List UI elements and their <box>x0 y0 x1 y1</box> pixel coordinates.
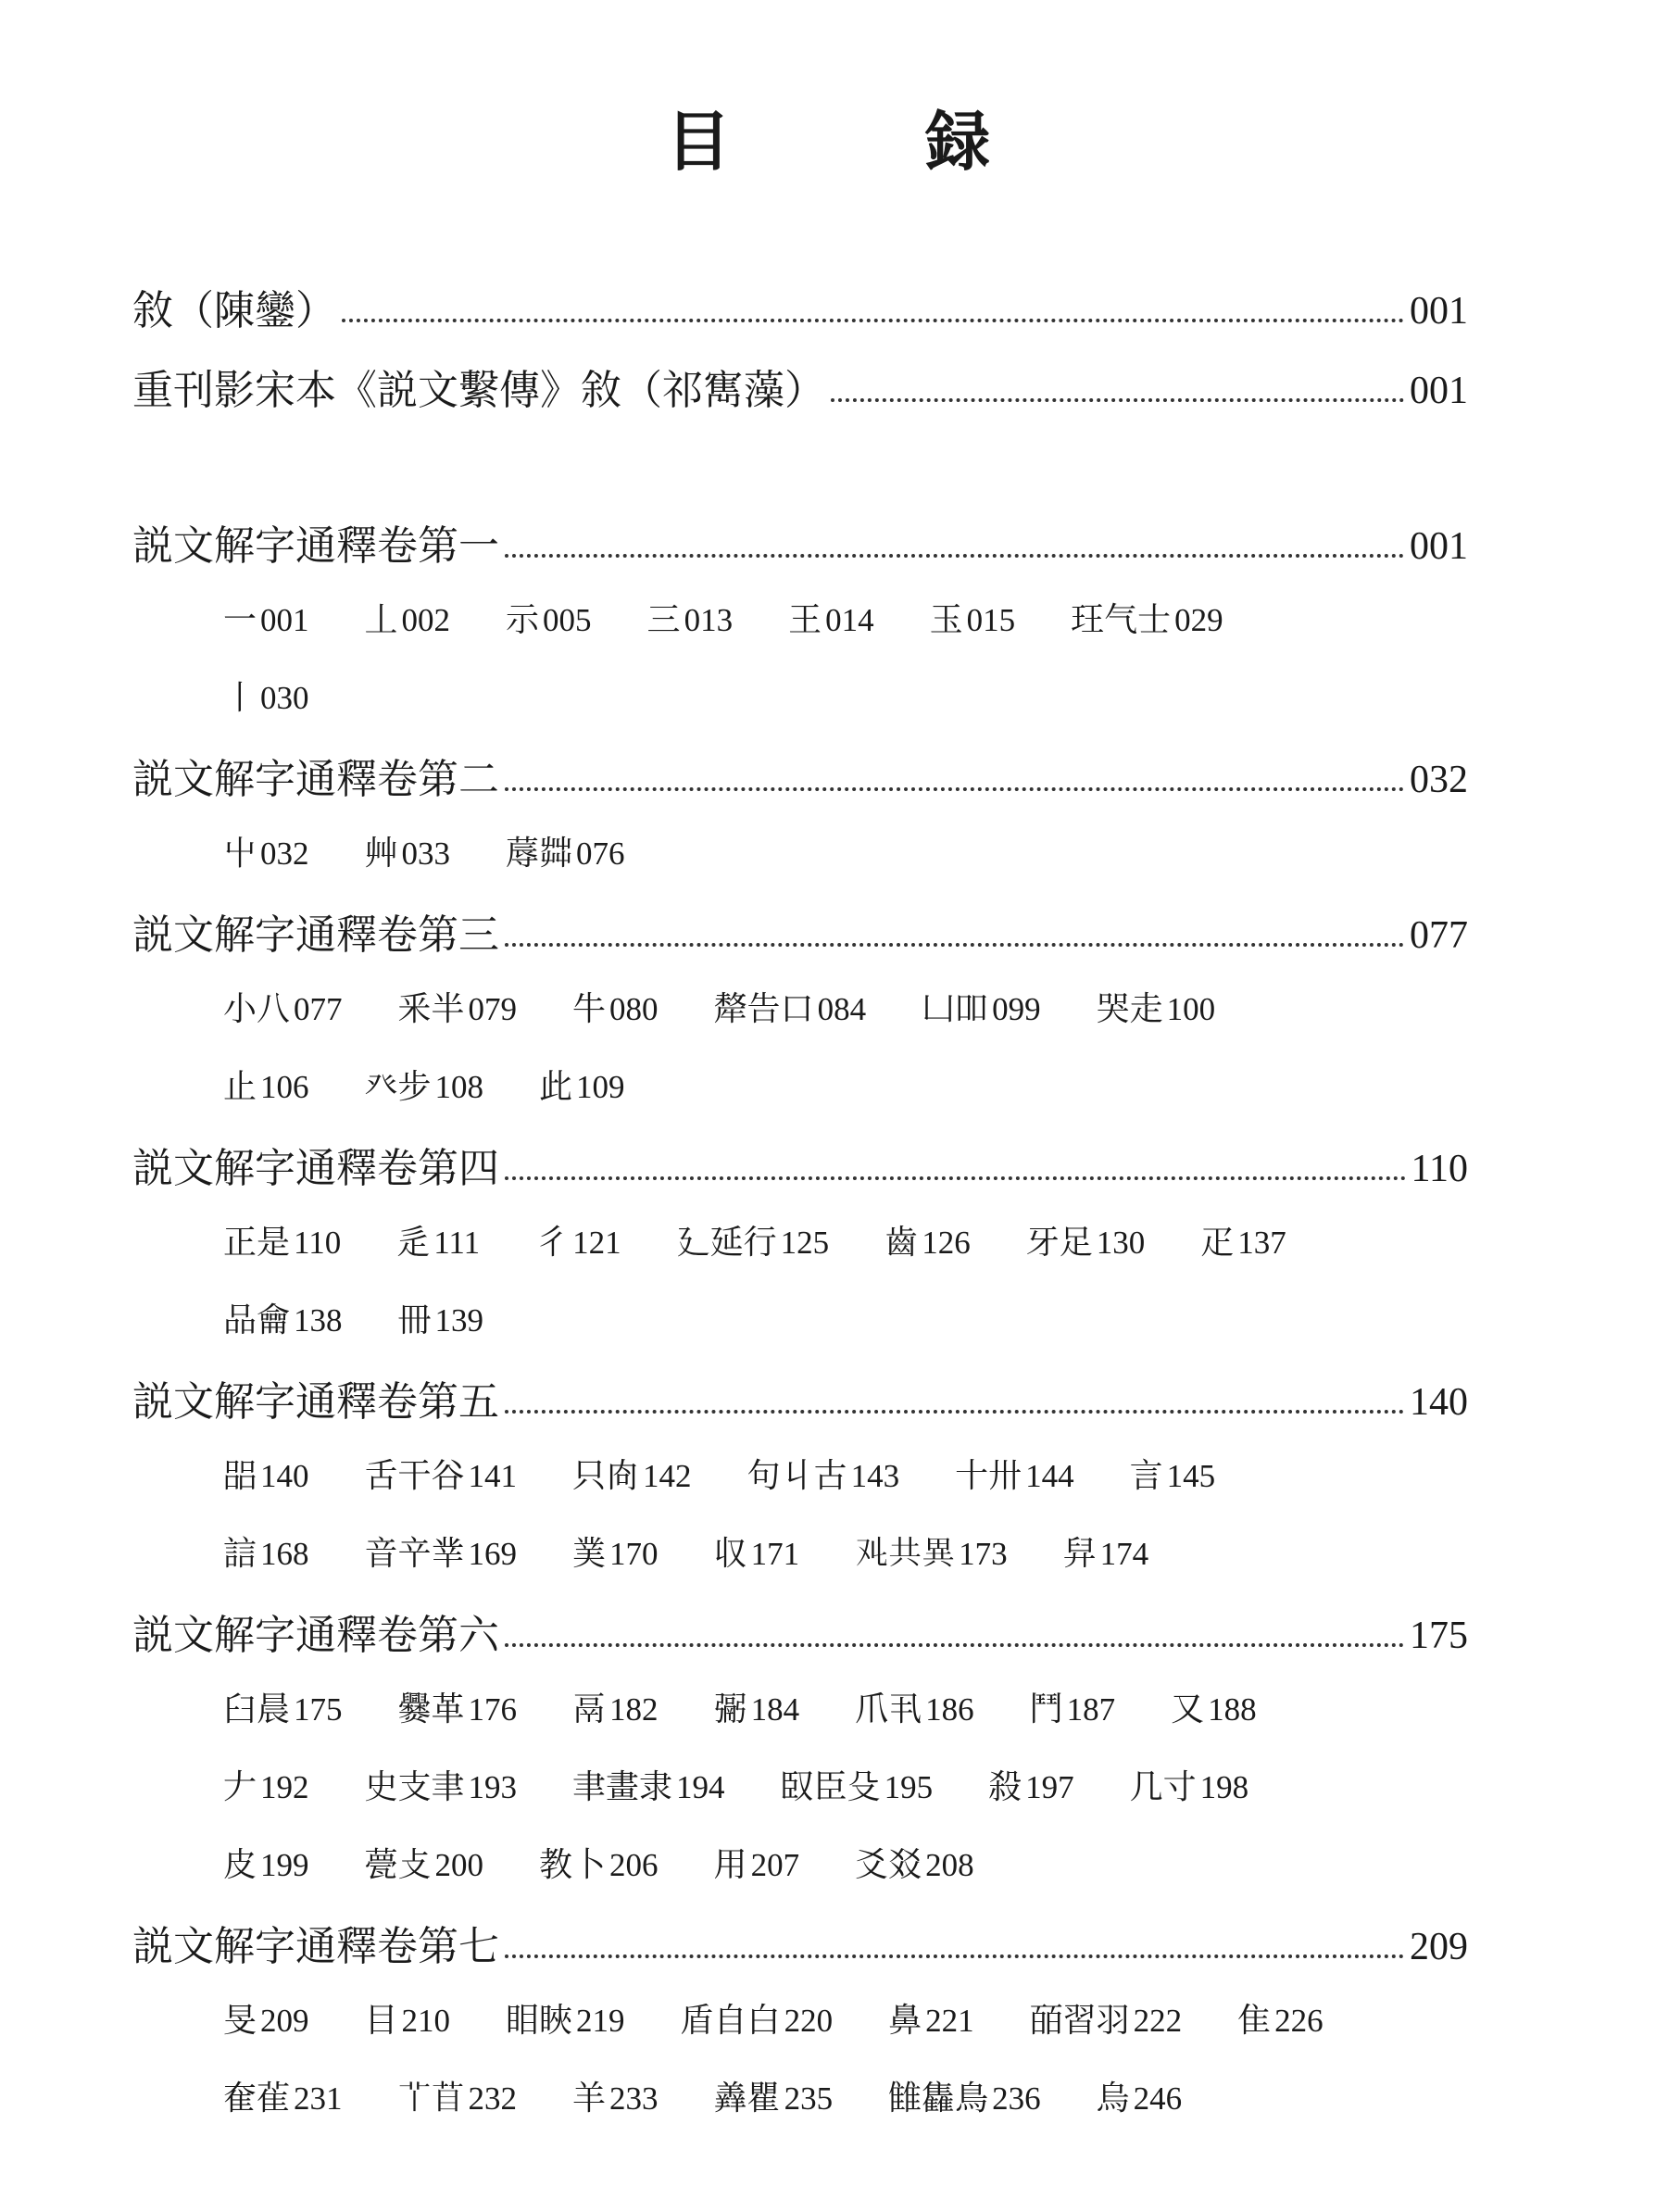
radical-entry[interactable] <box>714 1838 800 1893</box>
radical-row <box>223 1527 1427 1582</box>
toc-entry-preface-chen[interactable] <box>132 274 1468 339</box>
radical-page: 005 <box>543 602 592 638</box>
radical-page: 173 <box>959 1536 1008 1572</box>
radical-entry[interactable] <box>714 2071 834 2127</box>
volume-label: 説文解字通釋卷第二 <box>132 756 499 803</box>
radical-chars: 几寸 <box>1129 1768 1197 1806</box>
radical-page: 182 <box>609 1691 659 1728</box>
toc-entry-preface-qi[interactable] <box>132 354 1468 419</box>
radical-chars: 癶步 <box>364 1068 432 1106</box>
radical-entry[interactable] <box>223 593 309 648</box>
radical-page: 221 <box>925 2003 974 2039</box>
toc-entry-label: 重刊影宋本《説文繫傳》敘（祁寯藻） <box>132 367 825 414</box>
radical-chars: 臼晨 <box>223 1690 291 1728</box>
toc-entry-volume-2[interactable] <box>132 743 1468 808</box>
radical-entry[interactable] <box>1097 2071 1183 2127</box>
volume-page: 001 <box>1410 525 1468 568</box>
toc-entry-label: 敘（陳鑾） <box>132 287 336 334</box>
radical-entry[interactable] <box>223 826 309 882</box>
radical-row <box>223 593 1427 648</box>
radical-row <box>223 1060 1427 1115</box>
radical-row <box>223 1760 1427 1816</box>
radical-page: 140 <box>260 1458 309 1494</box>
radical-entry[interactable] <box>988 1760 1074 1816</box>
radical-entry[interactable] <box>223 1682 343 1738</box>
radical-page: 169 <box>468 1536 518 1572</box>
radical-page: 121 <box>572 1225 621 1261</box>
radical-chars: 誩 <box>223 1535 257 1573</box>
toc-entry-volume-1[interactable] <box>132 509 1468 574</box>
radical-page: 138 <box>294 1302 343 1339</box>
radical-page: 014 <box>825 602 874 638</box>
radical-entry[interactable] <box>223 1215 341 1271</box>
radical-page: 226 <box>1274 2003 1324 2039</box>
radical-entry[interactable] <box>747 1449 900 1504</box>
radical-entry[interactable] <box>506 1993 625 2049</box>
radical-chars: 玉 <box>929 601 963 639</box>
radical-row <box>223 1838 1427 1893</box>
radical-page: 013 <box>684 602 734 638</box>
radical-chars: 鬲 <box>572 1690 607 1728</box>
radical-page: 108 <box>434 1069 484 1105</box>
radical-chars: 哭走 <box>1096 990 1163 1028</box>
radical-page: 206 <box>609 1847 659 1883</box>
radical-page: 100 <box>1166 991 1216 1027</box>
radical-entry[interactable] <box>365 826 451 882</box>
radical-page: 209 <box>260 2003 309 2039</box>
radical-chars: 此 <box>539 1068 573 1106</box>
radical-chars: 辵 <box>396 1224 431 1262</box>
radical-chars: 彳 <box>535 1224 570 1262</box>
volume-page: 110 <box>1411 1148 1468 1190</box>
radical-entry[interactable] <box>223 1760 309 1816</box>
radical-entry[interactable] <box>365 1760 518 1816</box>
toc-entry-volume-7[interactable] <box>132 1910 1468 1975</box>
dot-leader <box>505 1953 1404 1958</box>
radical-entry[interactable] <box>888 1993 974 2049</box>
dot-leader <box>505 786 1404 791</box>
radical-entry[interactable] <box>572 1449 692 1504</box>
radical-chars: 殺 <box>988 1768 1022 1806</box>
radical-page: 033 <box>401 836 451 872</box>
radical-page: 145 <box>1166 1458 1216 1494</box>
radical-entry[interactable] <box>535 1215 621 1271</box>
radical-page: 184 <box>750 1691 800 1728</box>
radical-page: 126 <box>922 1225 971 1261</box>
radical-entry[interactable] <box>677 1215 830 1271</box>
radical-page: 210 <box>401 2003 451 2039</box>
radical-chars: 牛 <box>572 990 607 1028</box>
radical-entry[interactable] <box>855 1527 1008 1582</box>
toc-entry-volume-3[interactable] <box>132 899 1468 963</box>
radical-chars: 玨气士 <box>1071 601 1172 639</box>
radical-chars: 丨 <box>223 679 257 717</box>
radical-entry[interactable] <box>681 1993 834 2049</box>
radical-page: 084 <box>817 991 867 1027</box>
radical-chars: 爪丮 <box>855 1690 922 1728</box>
radical-entry[interactable] <box>1130 1449 1216 1504</box>
volume-page: 140 <box>1410 1381 1468 1424</box>
toc-entry-page: 001 <box>1410 370 1468 412</box>
radical-page: 079 <box>468 991 518 1027</box>
radical-chars: 目 <box>364 2002 398 2040</box>
radical-entry[interactable] <box>396 1215 480 1271</box>
radical-page: 233 <box>609 2080 659 2117</box>
radical-page: 186 <box>925 1691 974 1728</box>
radical-chars: 収 <box>713 1535 747 1573</box>
radical-entry[interactable] <box>955 1449 1074 1504</box>
radical-chars: 屮 <box>223 835 257 873</box>
radical-chars: 甍攴 <box>364 1846 432 1884</box>
volume-label: 説文解字通釋卷第四 <box>132 1145 499 1192</box>
radical-chars: 𠂇 <box>223 1768 257 1806</box>
volume-page: 209 <box>1410 1926 1468 1968</box>
radical-entry[interactable] <box>1130 1760 1249 1816</box>
radical-page: 130 <box>1096 1225 1146 1261</box>
radical-chars: 臤臣殳 <box>780 1768 881 1806</box>
radical-entry[interactable] <box>1071 593 1223 648</box>
radical-chars: 鼻 <box>888 2002 922 2040</box>
radical-chars: 皕習羽 <box>1029 2002 1130 2040</box>
radical-page: 142 <box>643 1458 692 1494</box>
radical-entry[interactable] <box>539 1060 625 1115</box>
radical-entry[interactable] <box>1030 1993 1183 2049</box>
radical-page: 076 <box>576 836 625 872</box>
dot-leader <box>505 1641 1404 1647</box>
radical-chars: 䀠䀹 <box>506 2002 573 2040</box>
radical-entry[interactable] <box>714 1527 800 1582</box>
radical-page: 197 <box>1025 1769 1074 1805</box>
radical-chars: 一 <box>223 601 257 639</box>
radical-page: 194 <box>676 1769 725 1805</box>
dot-leader <box>831 396 1404 402</box>
radical-page: 175 <box>294 1691 343 1728</box>
radical-chars: 䰜 <box>713 1690 747 1728</box>
radical-page: 200 <box>434 1847 484 1883</box>
radical-page: 187 <box>1066 1691 1116 1728</box>
radical-page: 080 <box>609 991 659 1027</box>
radical-entry[interactable] <box>223 982 343 1037</box>
radical-entry[interactable] <box>223 1293 343 1349</box>
radical-page: 220 <box>784 2003 834 2039</box>
radical-chars: 盾自白 <box>680 2002 781 2040</box>
radical-chars: 音䇂丵 <box>364 1535 465 1573</box>
radical-entry[interactable] <box>922 982 1041 1037</box>
radical-page: 231 <box>294 2080 343 2117</box>
radical-page: 219 <box>576 2003 625 2039</box>
radical-chars: 史支聿 <box>364 1768 465 1806</box>
radical-page: 137 <box>1237 1225 1286 1261</box>
radical-chars: 丄 <box>364 601 398 639</box>
radical-entry[interactable] <box>930 593 1016 648</box>
radical-page: 168 <box>260 1536 309 1572</box>
radical-entry[interactable] <box>223 1449 309 1504</box>
radical-entry[interactable] <box>572 1527 659 1582</box>
radical-page: 174 <box>1099 1536 1149 1572</box>
volume-label: 説文解字通釋卷第一 <box>132 522 499 570</box>
volume-page: 175 <box>1410 1615 1468 1657</box>
radical-row <box>223 1993 1427 2049</box>
radical-entry[interactable] <box>1200 1215 1286 1271</box>
radical-row <box>223 2071 1427 2127</box>
radical-page: 002 <box>401 602 451 638</box>
radical-chars: 犛告口 <box>713 990 814 1028</box>
radical-page: 207 <box>750 1847 800 1883</box>
radical-chars: 皮 <box>223 1846 257 1884</box>
radical-chars: 言 <box>1129 1457 1163 1495</box>
dot-leader <box>505 1175 1406 1180</box>
radical-page: 029 <box>1174 602 1223 638</box>
volume-page: 032 <box>1410 759 1468 801</box>
radical-page: 199 <box>260 1847 309 1883</box>
radical-chars: 齒 <box>884 1224 919 1262</box>
radical-entry[interactable] <box>788 593 874 648</box>
radical-chars: 示 <box>506 601 540 639</box>
radical-row <box>223 1682 1427 1738</box>
radical-entry[interactable] <box>223 1060 309 1115</box>
radical-chars: 疋 <box>1200 1224 1235 1262</box>
radical-entry[interactable] <box>398 1682 518 1738</box>
radical-entry[interactable] <box>506 593 592 648</box>
radical-page: 171 <box>750 1536 800 1572</box>
radical-chars: 又 <box>1171 1690 1205 1728</box>
radical-entry[interactable] <box>714 982 867 1037</box>
radical-page: 099 <box>992 991 1041 1027</box>
radical-chars: 品龠 <box>223 1301 291 1339</box>
toc-entry-volume-6[interactable] <box>132 1599 1468 1664</box>
radical-page: 141 <box>468 1458 518 1494</box>
radical-entry[interactable] <box>223 1838 309 1893</box>
radical-entry[interactable] <box>781 1760 934 1816</box>
radical-chars: 𠬜共異 <box>855 1535 956 1573</box>
radical-chars: 爨革 <box>397 1690 465 1728</box>
radical-entry[interactable] <box>884 1215 971 1271</box>
radical-chars: 羊 <box>572 2080 607 2118</box>
radical-chars: 教卜 <box>539 1846 607 1884</box>
radical-page: 192 <box>260 1769 309 1805</box>
radical-page: 232 <box>468 2080 518 2117</box>
radical-page: 198 <box>1199 1769 1249 1805</box>
radical-chars: 小八 <box>223 990 291 1028</box>
radical-entry[interactable] <box>855 1838 974 1893</box>
radical-entry[interactable] <box>223 2071 343 2127</box>
radical-chars: 舁 <box>1062 1535 1097 1573</box>
radical-page: 109 <box>576 1069 625 1105</box>
radical-page: 176 <box>468 1691 518 1728</box>
volume-label: 説文解字通釋卷第三 <box>132 911 499 959</box>
radical-entry[interactable] <box>888 2071 1041 2127</box>
radical-chars: 奞雈 <box>223 2080 291 2118</box>
radical-row <box>223 1215 1427 1271</box>
radical-chars: 舌干谷 <box>364 1457 465 1495</box>
radical-chars: 用 <box>713 1846 747 1884</box>
radical-chars: 釆半 <box>397 990 465 1028</box>
radical-entry[interactable] <box>365 1527 518 1582</box>
radical-entry[interactable] <box>572 982 659 1037</box>
radical-page: 125 <box>780 1225 830 1261</box>
radical-entry[interactable] <box>572 1682 659 1738</box>
radical-chars: 蓐茻 <box>506 835 573 873</box>
volume-label: 説文解字通釋卷第五 <box>132 1378 499 1426</box>
radical-chars: 艸 <box>364 835 398 873</box>
radical-entry[interactable] <box>365 1993 451 2049</box>
radical-entry[interactable] <box>365 1060 484 1115</box>
radical-chars: 廴延行 <box>676 1224 777 1262</box>
radical-entry[interactable] <box>572 1760 725 1816</box>
radical-entry[interactable] <box>572 2071 659 2127</box>
radical-chars: 羴瞿 <box>713 2080 781 2118</box>
radical-entry[interactable] <box>1097 982 1216 1037</box>
dot-leader <box>505 1408 1404 1414</box>
toc-entry-volume-5[interactable] <box>132 1365 1468 1430</box>
radical-chars: 鬥 <box>1029 1690 1063 1728</box>
radical-entry[interactable] <box>1171 1682 1257 1738</box>
toc-entry-volume-4[interactable] <box>132 1132 1468 1197</box>
radical-chars: 只㕯 <box>572 1457 640 1495</box>
radical-row <box>223 1449 1427 1504</box>
radical-page: 106 <box>260 1069 309 1105</box>
radical-chars: 爻㸚 <box>855 1846 922 1884</box>
radical-page: 144 <box>1025 1458 1074 1494</box>
radical-chars: 隹 <box>1237 2002 1272 2040</box>
radical-page: 143 <box>850 1458 900 1494</box>
dot-leader <box>505 552 1404 558</box>
radical-chars: 𦫳苜 <box>397 2080 465 2118</box>
radical-entry[interactable] <box>365 1838 484 1893</box>
volume-label: 説文解字通釋卷第六 <box>132 1612 499 1659</box>
dot-leader <box>505 941 1404 947</box>
radical-entry[interactable] <box>365 1449 518 1504</box>
radical-chars: 十卅 <box>955 1457 1022 1495</box>
radical-page: 110 <box>294 1225 342 1261</box>
radical-chars: 㗊 <box>223 1457 257 1495</box>
radical-entry[interactable] <box>1063 1527 1149 1582</box>
radical-chars: 凵吅 <box>922 990 989 1028</box>
radical-page: 015 <box>966 602 1016 638</box>
radical-chars: 句丩古 <box>746 1457 847 1495</box>
radical-entry[interactable] <box>647 593 734 648</box>
radical-page: 188 <box>1208 1691 1257 1728</box>
dot-leader <box>342 317 1404 322</box>
radical-page: 222 <box>1133 2003 1183 2039</box>
radical-page: 111 <box>433 1225 481 1261</box>
radical-row <box>223 1293 1427 1349</box>
radical-entry[interactable] <box>398 982 518 1037</box>
radical-page: 236 <box>992 2080 1041 2117</box>
volume-label: 説文解字通釋卷第七 <box>132 1923 499 1970</box>
radical-entry[interactable] <box>539 1838 659 1893</box>
radical-page: 139 <box>434 1302 484 1339</box>
radical-entry[interactable] <box>223 1527 309 1582</box>
radical-page: 195 <box>884 1769 934 1805</box>
radical-chars: 止 <box>223 1068 257 1106</box>
radical-page: 193 <box>468 1769 518 1805</box>
radical-entry[interactable] <box>398 2071 518 2127</box>
radical-entry[interactable] <box>1030 1682 1116 1738</box>
volume-page: 077 <box>1410 914 1468 957</box>
radical-chars: 旻 <box>223 2002 257 2040</box>
radical-page: 235 <box>784 2080 834 2117</box>
radical-entry[interactable] <box>223 1993 309 2049</box>
radical-chars: 聿畫隶 <box>572 1768 673 1806</box>
radical-page: 077 <box>294 991 343 1027</box>
radical-page: 170 <box>609 1536 659 1572</box>
radical-page: 246 <box>1133 2080 1183 2117</box>
radical-entry[interactable] <box>855 1682 974 1738</box>
radical-chars: 王 <box>788 601 822 639</box>
radical-chars: 正是 <box>223 1224 291 1262</box>
radical-page: 032 <box>260 836 309 872</box>
radical-chars: 烏 <box>1096 2080 1130 2118</box>
radical-chars: 三 <box>646 601 681 639</box>
radical-row <box>223 671 1427 726</box>
radical-entry[interactable] <box>223 671 309 726</box>
page-title: 目 録 <box>666 103 1055 180</box>
radical-chars: 牙足 <box>1025 1224 1093 1262</box>
radical-entry[interactable] <box>1237 1993 1324 2049</box>
radical-entry[interactable] <box>714 1682 800 1738</box>
radical-page: 208 <box>925 1847 974 1883</box>
radical-chars: 菐 <box>572 1535 607 1573</box>
radical-entry[interactable] <box>506 826 625 882</box>
radical-row <box>223 826 1427 882</box>
radical-entry[interactable] <box>1026 1215 1146 1271</box>
radical-chars: 冊 <box>397 1301 432 1339</box>
radical-page: 030 <box>260 680 309 716</box>
radical-page: 001 <box>260 602 309 638</box>
radical-entry[interactable] <box>365 593 451 648</box>
radical-entry[interactable] <box>398 1293 484 1349</box>
toc-entry-page: 001 <box>1410 290 1468 333</box>
radical-row <box>223 982 1427 1037</box>
radical-chars: 雔雥鳥 <box>888 2080 989 2118</box>
